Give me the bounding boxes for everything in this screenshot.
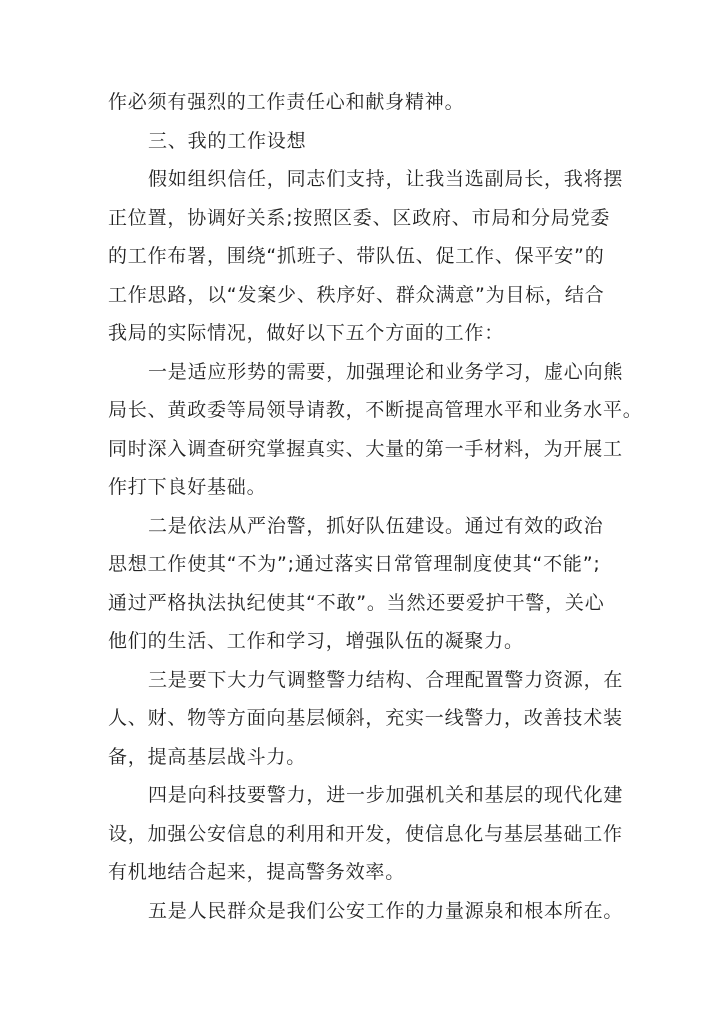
text-line: 我局的实际情况，做好以下五个方面的工作： bbox=[108, 322, 505, 344]
section-heading: 三、我的工作设想 bbox=[148, 129, 307, 152]
text-line: 作必须有强烈的工作责任心和献身精神。 bbox=[108, 91, 465, 113]
text-line: 他们的生活、工作和学习，增强队伍的凝聚力。 bbox=[108, 630, 524, 652]
text-line: 作打下良好基础。 bbox=[108, 476, 267, 498]
text-line: 五是人民群众是我们公安工作的力量源泉和根本所在。 bbox=[148, 899, 624, 922]
text-line: 同时深入调查研究掌握真实、大量的第一手材料，为开展工 bbox=[108, 437, 623, 460]
text-line: 设，加强公安信息的利用和开发，使信息化与基层基础工作 bbox=[108, 822, 623, 845]
text-line: 备，提高基层战斗力。 bbox=[108, 745, 307, 768]
text-line: 的工作布署，围绕“抓班子、带队伍、促工作、保平安”的 bbox=[108, 245, 605, 267]
document-body bbox=[108, 83, 643, 930]
text-line: 三是要下大力气调整警力结构、合理配置警力资源，在 bbox=[148, 668, 624, 691]
text-line: 假如组织信任，同志们支持，让我当选副局长，我将摆 bbox=[148, 168, 624, 190]
text-line: 四是向科技要警力，进一步加强机关和基层的现代化建 bbox=[148, 784, 624, 806]
text-line: 正位置，协调好关系;按照区委、区政府、市局和分局党委 bbox=[108, 206, 611, 229]
text-line: 思想工作使其“不为”;通过落实日常管理制度使其“不能”; bbox=[108, 553, 601, 575]
text-line: 人、财、物等方面向基层倾斜，充实一线警力，改善技术装 bbox=[108, 707, 623, 729]
text-line: 通过严格执法执纪使其“不敢”。当然还要爱护干警，关心 bbox=[108, 591, 605, 614]
text-line: 工作思路，以“发案少、秩序好、群众满意”为目标，结合 bbox=[108, 283, 605, 306]
text-line: 局长、黄政委等局领导请教，不断提高管理水平和业务水平。 bbox=[108, 399, 643, 421]
text-line: 有机地结合起来，提高警务效率。 bbox=[108, 861, 406, 883]
text-line: 一是适应形势的需要，加强理论和业务学习，虚心向熊 bbox=[148, 360, 624, 383]
text-line: 二是依法从严治警，抓好队伍建设。通过有效的政治 bbox=[148, 514, 604, 537]
